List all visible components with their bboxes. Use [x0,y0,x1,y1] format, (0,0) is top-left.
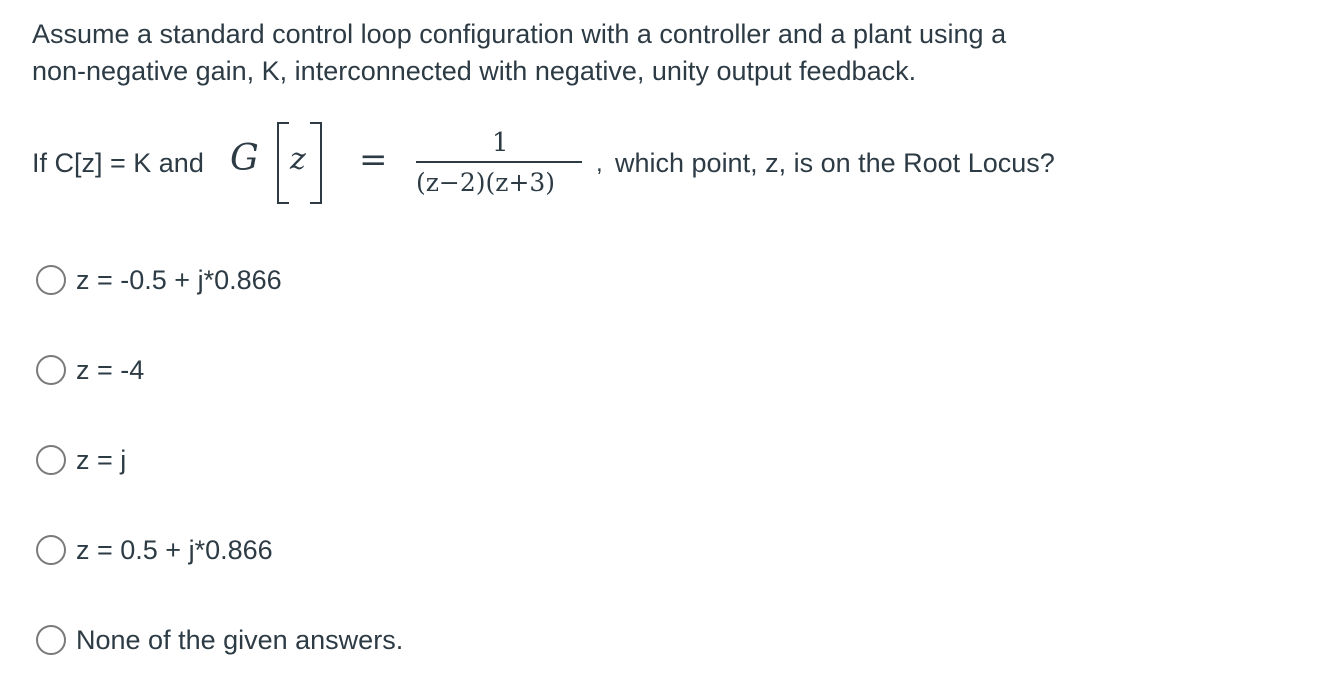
left-bracket [277,122,289,204]
formula-suffix: which point, z, is on the Root Locus? [615,148,1055,178]
answer-option-2[interactable] [36,350,144,390]
formula-comma: , [596,150,603,177]
equals-sign: = [359,140,388,180]
question-line-1: Assume a standard control loop configuration with a controller and a plant using a [32,19,1007,49]
answer-option-5[interactable] [36,620,403,660]
answer-label: None of the given answers. [76,624,404,655]
plant-symbol-G: G [230,138,259,179]
right-bracket [310,122,322,204]
variable-z: z [290,142,306,177]
question-text [32,16,1232,90]
answer-option-1[interactable] [36,260,282,300]
answer-label: z = -4 [76,354,145,385]
radio-button[interactable] [36,625,66,655]
radio-button[interactable] [36,535,66,565]
radio-button[interactable] [36,265,66,295]
fraction-denominator: (z−2)(z+3) [416,168,556,197]
answer-label: z = 0.5 + j*0.866 [76,534,273,565]
answer-option-3[interactable] [36,440,126,480]
formula-prefix: If C[z] = K and [32,148,204,178]
formula-line [32,116,1282,206]
answer-label: z = -0.5 + j*0.866 [76,264,282,295]
radio-button[interactable] [36,445,66,475]
answer-label: z = j [76,444,127,475]
question-line-2: non-negative gain, K, interconnected with negative, unity output feedback. [32,56,917,86]
fraction-bar [416,161,582,163]
answer-option-4[interactable] [36,530,273,570]
fraction-numerator: 1 [492,128,509,158]
radio-button[interactable] [36,355,66,385]
